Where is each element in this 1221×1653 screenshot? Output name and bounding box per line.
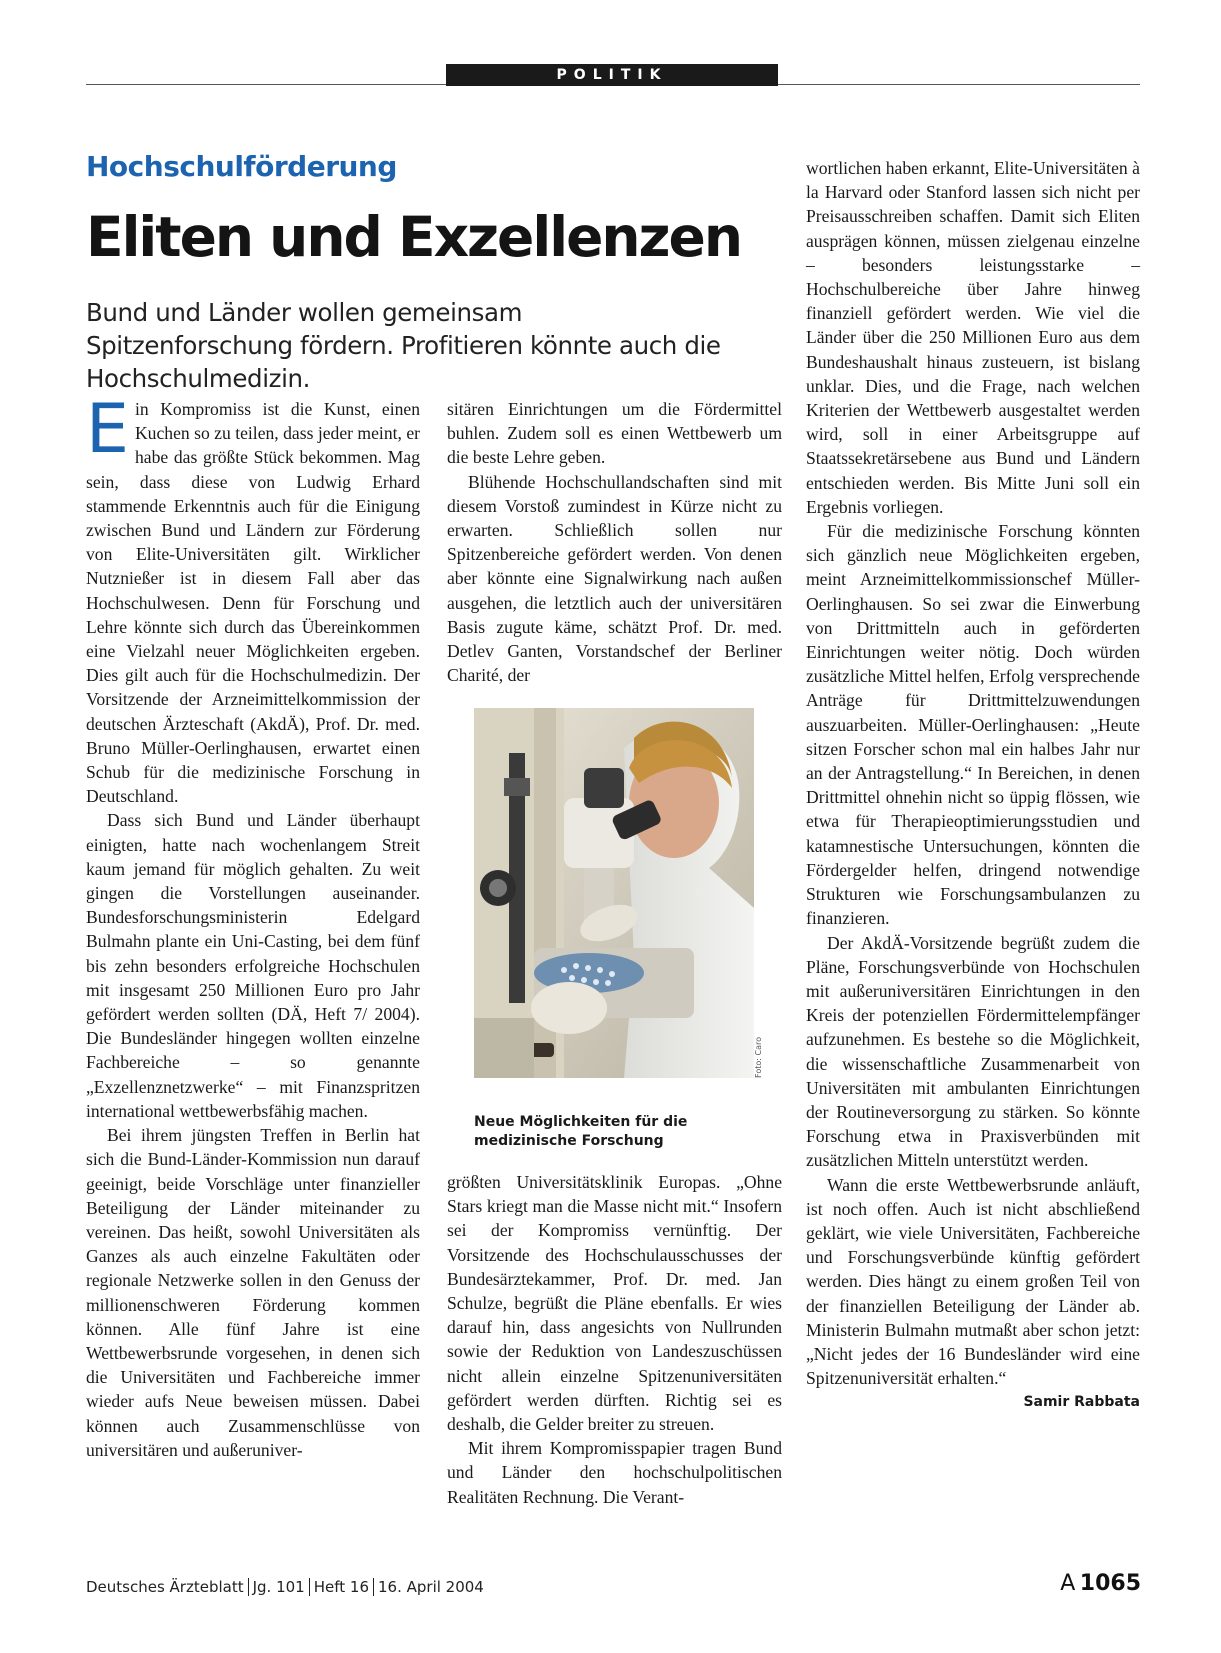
page-prefix: A: [1060, 1571, 1076, 1596]
paragraph: Dass sich Bund und Länder überhaupt einigten, hatte nach wochenlangem Streit kaum jemand für möglich gehalten. Zu weit gingen die Vorstellungen auseinander. Bundesforschungsministerin Edelgard Bulmahn plante ein Uni-Casting, bei dem fünf bis zehn besonders erfolgreiche Hochschulen mit insgesamt 250 Millionen Euro pro Jahr gefördert werden sollten (DÄ, Heft 7/ 2004). Die Bundesländer hingegen wollten einzelne Fachbereiche – so genannte „Exzellenznetzwerke“ – mit Finanzspritzen international wettbewerbsfähig machen.: [86, 810, 420, 1121]
drop-cap: E: [86, 390, 129, 469]
page-number: [1060, 1571, 1141, 1596]
paragraph-text: in Kompromiss ist die Kunst, einen Kuchen so zu teilen, dass jeder meint, er habe das größte Stück bekommen. Mag sein, dass diese von Ludwig Erhard stammende Erkenntnis auch für die Einigung zwischen Bund und Ländern zur Förderung von Elite-Universitäten gilt. Wirklicher Nutznießer ist in diesem Fall aber das Hochschulwesen. Denn für Forschung und Lehre könnte sich durch das Übereinkommen eine Vielzahl neuer Möglichkeiten ergeben. Dies gilt auch für die Hochschulmedizin. Der Vorsitzende der Arzneimittelkommission der deutschen Ärzteschaft (AkdÄ), Prof. Dr. med. Bruno Müller-Oerlinghausen, erwartet einen Schub für die medizinische Forschung in Deutschland.: [86, 399, 420, 807]
journal-issue: Heft 16: [313, 1578, 369, 1596]
text-column-3: [806, 156, 1140, 1415]
author-byline: Samir Rabbata: [1023, 1394, 1140, 1411]
paragraph: Der AkdÄ-Vorsitzende begrüßt zudem die Pläne, Forschungsverbünde von Hochschulen mit außeruniversitären Einrichtungen in den Kreis der potenziellen Fördermittelempfänger aufzunehmen. Es bestehe so die Möglichkeit, die wissenschaftliche Zusammenarbeit von Universitäten mit ambulanten Einrichtungen der Routineversorgung zu stärken. So könnte Forschung etwa in Praxisverbünden mit zusätzlichen Mitteln unterstützt werden.: [806, 932, 1140, 1171]
paragraph: [86, 390, 420, 808]
paragraph: Bei ihrem jüngsten Treffen in Berlin hat sich die Bund-Länder-Kommission nun darauf geeinigt, beide Vorschläge unter finanzieller Beteiligung der Länder miteinander zu vereinen. Das heißt, sowohl Universitäten als Ganzes als auch einzelne Fakultäten oder regionale Netzwerke sollen in den Genuss der millionenschweren Förderung kommen können. Alle fünf Jahre ist eine Wettbewerbsrunde vorgesehen, in denen sich die Universitäten und Fachbereiche immer wieder aufs Neue beweisen müssen. Dabei können auch Zusammenschlüsse von universitären und außeruniver-: [86, 1125, 420, 1460]
article-subhead: Bund und Länder wollen gemeinsam Spitzenforschung fördern. Profitieren könnte auch die Hochschulmedizin.: [86, 298, 721, 393]
article-kicker: Hochschulförderung: [86, 150, 397, 183]
text-column-1: [86, 390, 420, 1462]
article-headline: Eliten und Exzellenzen: [86, 205, 741, 269]
text-column-2-top: [447, 397, 782, 687]
page-number-value: 1065: [1079, 1571, 1141, 1596]
paragraph: Mit ihrem Kompromisspapier tragen Bund und Länder den hochschulpolitischen Realitäten Rechnung. Die Verant-: [447, 1438, 782, 1507]
journal-name: Deutsches Ärzteblatt: [86, 1578, 244, 1596]
paragraph: wortlichen haben erkannt, Elite-Universitäten à la Harvard oder Stanford lassen sich nicht per Preisausschreiben schaffen. Damit sich Eliten ausprägen können, müssen zielgenau einzelne – besonders leistungsstarke – Hochschulbereiche über Jahre hinweg finanziell gefördert werden. Wie viel die Länder über die 250 Millionen Euro aus dem Bundeshaushalt hinaus zusteuern, ist bislang unklar. Dies, und die Frage, nach welchen Kriterien der Wettbewerb ausgestaltet werden wird, soll in einer Arbeitsgruppe auf Staatssekretärsebene aus Bund und Ländern entschieden werden. Bis Mitte Juni soll ein Ergebnis vorliegen.: [806, 158, 1140, 517]
issue-date: 16. April 2004: [378, 1578, 484, 1596]
divider: [373, 1578, 374, 1596]
photo-caption: Neue Möglichkeiten für die medizinische Forschung: [474, 1114, 688, 1149]
divider: [309, 1578, 310, 1596]
lab-microscope-photo: [474, 708, 754, 1078]
paragraph: Blühende Hochschullandschaften sind mit diesem Vorstoß zumindest in Kürze nicht zu erwarten. Schließlich sollen nur Spitzenbereiche gefördert werden. Von denen aber könnte eine Signalwirkung nach außen ausgehen, die letztlich auch der universitären Basis zugute käme, schätzt Prof. Dr. med. Detlev Ganten, Vorstandschef der Berliner Charité, der: [447, 471, 782, 686]
paragraph: größten Universitätsklinik Europas. „Ohne Stars kriegt man die Masse nicht mit.“ Insofern sei der Kompromiss vernünftig. Der Vorsitzende des Hochschulausschusses der Bundesärztekammer, Prof. Dr. med. Jan Schulze, begrüßt die Pläne ebenfalls. Er wies darauf hin, dass angesichts von Nullrunden sowie der Reduktion von Landeszuschüssen nicht allein einzelne Spitzenuniversitäten gefördert werden dürften. Richtig sei es deshalb, die Gelder breiter zu streuen.: [447, 1172, 782, 1435]
paragraph: [806, 1173, 1140, 1411]
journal-volume: Jg. 101: [252, 1578, 305, 1596]
paragraph: Für die medizinische Forschung könnten sich gänzlich neue Möglichkeiten ergeben, meint Arzneimittelkommissionschef Müller-Oerlinghausen. So sei zwar die Einwerbung von Drittmitteln auch in geförderten Einrichtungen weiter nötig. Doch würden zusätzliche Mittel helfen, Erfolg versprechende Anträge für Drittmittelzuwendungen auszuarbeiten. Müller-Oerlinghausen: „Heute sitzen Forscher schon mal ein halbes Jahr nur an der Antragstellung.“ In Bereichen, in denen Drittmittel ohnehin nicht so üppig flössen, wie etwa für Therapieoptimierungsstudien und katamnestische Untersuchungen, könnten die Fördergelder helfen, dringend notwendige Strukturen wie Forschungsambulanzen zu finanzieren.: [806, 521, 1140, 929]
text-column-2-bottom: [447, 1170, 782, 1509]
divider: [248, 1578, 249, 1596]
paragraph-text: Wann die erste Wettbewerbsrunde anläuft, ist noch offen. Auch ist nicht abschließend geklärt, wie viele Universitäten, Fachbereiche und Forschungsverbünde künftig gefördert werden. Dies hängt zu einem großen Teil von der finanziellen Beteiligung der Länder ab. Ministerin Bulmahn mutmaßt aber schon jetzt: „Nicht jedes der 16 Bundesländer wird eine Spitzenuniversität erhalten.“: [806, 1174, 1140, 1389]
paragraph: sitären Einrichtungen um die Fördermittel buhlen. Zudem soll es einen Wettbewerb um die beste Lehre geben.: [447, 399, 782, 468]
footer-citation: [86, 1578, 484, 1596]
section-label: POLITIK: [446, 64, 778, 86]
photo-credit: Foto: Caro: [754, 1037, 763, 1078]
